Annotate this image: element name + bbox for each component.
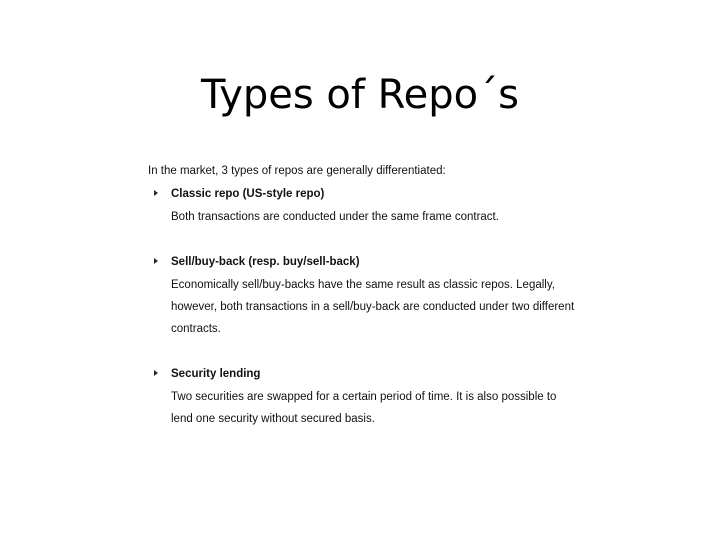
triangle-bullet-icon	[154, 190, 158, 196]
list-item-sell-buy-back	[148, 252, 578, 340]
slide-title: Types of Repo´s	[200, 71, 519, 118]
triangle-bullet-icon	[154, 370, 158, 376]
item-heading: Sell/buy-back (resp. buy/sell-back)	[171, 256, 360, 268]
item-text: Economically sell/buy-backs have the same result as classic repos. Legally, however, both transactions in a sell/buy-back are conducted under two different contracts.	[171, 279, 575, 335]
slide-content	[148, 162, 578, 430]
item-text: Two securities are swapped for a certain period of time. It is also possible to lend one security without secured basis.	[171, 391, 557, 425]
item-heading: Security lending	[171, 368, 261, 380]
item-heading: Classic repo (US-style repo)	[171, 188, 325, 200]
intro-text: In the market, 3 types of repos are generally differentiated:	[148, 165, 446, 177]
list-item-classic-repo	[148, 184, 578, 228]
list-item-security-lending	[148, 364, 578, 430]
triangle-bullet-icon	[154, 258, 158, 264]
item-text: Both transactions are conducted under the same frame contract.	[171, 211, 499, 223]
